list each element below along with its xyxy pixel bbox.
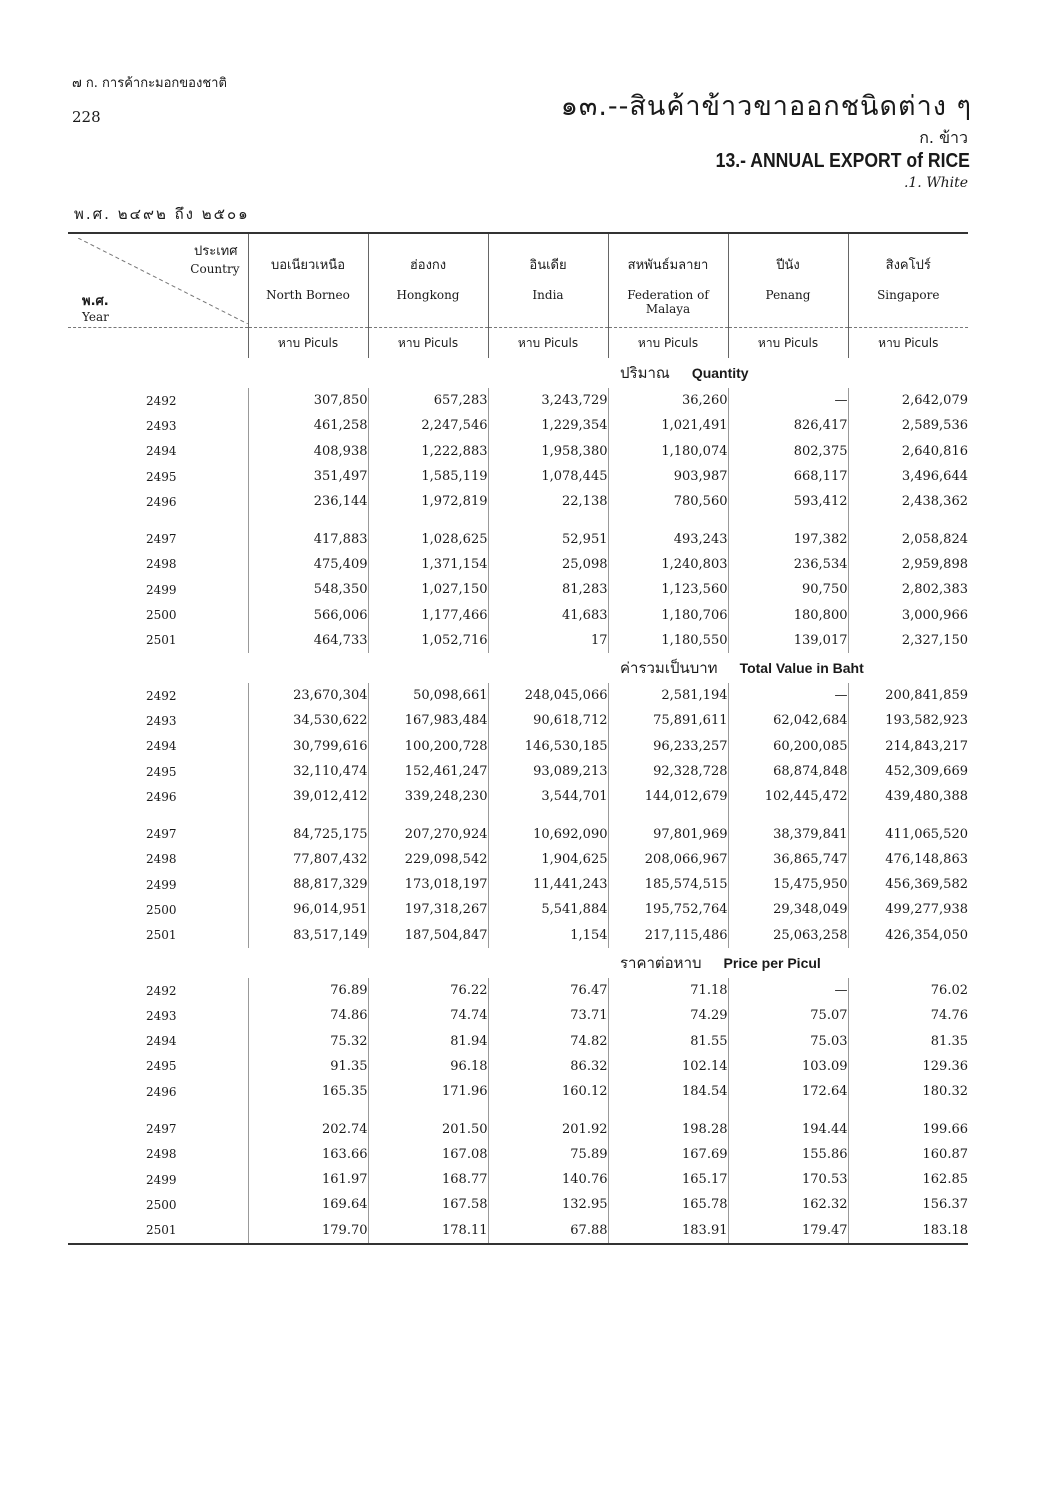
value-cell: 96,233,257: [608, 734, 728, 759]
value-cell: 165.78: [608, 1192, 728, 1217]
value-cell: 84,725,175: [248, 809, 368, 846]
table-header-row: [68, 233, 968, 328]
section-label-en: Price per Picul: [723, 954, 821, 971]
value-cell: 75.89: [488, 1142, 608, 1167]
corner-cell: [68, 233, 248, 328]
section-label-th: ค่ารวมเป็นบาท: [620, 658, 718, 677]
corner-country-th: ประเทศ: [194, 244, 238, 259]
value-cell: 2,640,816: [848, 439, 968, 464]
column-header-th: บอเนียวเหนือ: [270, 258, 345, 273]
value-cell: 36,260: [608, 388, 728, 413]
corner-year-en: Year: [82, 310, 109, 324]
table-row: [68, 439, 968, 464]
unit-label: หาบ Piculs: [248, 328, 368, 359]
table-row: [68, 514, 968, 551]
column-header-th: ปีนัง: [776, 258, 800, 273]
section-heading-row: [68, 358, 968, 388]
year-cell: 2497: [146, 1122, 177, 1137]
table-row: [68, 1192, 968, 1217]
value-cell: 76.47: [488, 978, 608, 1003]
table-row: [68, 923, 968, 948]
value-cell: 102.14: [608, 1054, 728, 1079]
value-cell: 169.64: [248, 1192, 368, 1217]
value-cell: 139,017: [728, 628, 848, 653]
value-cell: 156.37: [848, 1192, 968, 1217]
value-cell: 1,021,491: [608, 413, 728, 438]
table-row: [68, 784, 968, 809]
year-cell: 2494: [146, 444, 177, 459]
unit-label: หาบ Piculs: [728, 328, 848, 359]
table-row: [68, 683, 968, 708]
value-cell: 68,874,848: [728, 759, 848, 784]
column-header: [488, 233, 608, 328]
value-cell: 183.91: [608, 1218, 728, 1244]
value-cell: 201.50: [368, 1104, 488, 1141]
column-header-en: India: [532, 288, 564, 302]
value-cell: 2,589,536: [848, 413, 968, 438]
value-cell: 2,058,824: [848, 514, 968, 551]
section-heading-spacer: [68, 653, 248, 683]
value-cell: 162.85: [848, 1167, 968, 1192]
section-heading: [248, 358, 968, 388]
english-title: 13.- ANNUAL EXPORT of RICE: [715, 150, 970, 172]
column-header: [608, 233, 728, 328]
value-cell: 144,012,679: [608, 784, 728, 809]
value-cell: 668,117: [728, 464, 848, 489]
value-cell: 167.58: [368, 1192, 488, 1217]
value-cell: 179.70: [248, 1218, 368, 1244]
value-cell: 23,670,304: [248, 683, 368, 708]
section-heading: [248, 653, 968, 683]
section-label-en: Total Value in Baht: [739, 659, 864, 676]
column-header-th: อินเดีย: [529, 258, 567, 273]
year-cell: 2499: [146, 582, 177, 597]
value-cell: 171.96: [368, 1079, 488, 1104]
value-cell: 168.77: [368, 1167, 488, 1192]
column-header-th: สิงคโปร์: [885, 258, 931, 273]
value-cell: 593,412: [728, 489, 848, 514]
year-cell: 2496: [146, 789, 177, 804]
value-cell: 73.71: [488, 1003, 608, 1028]
year-cell: 2499: [146, 1172, 177, 1187]
value-cell: 657,283: [368, 388, 488, 413]
section-label-th: ราคาต่อหาบ: [620, 953, 702, 972]
year-cell: 2497: [146, 532, 177, 547]
value-cell: 167.69: [608, 1142, 728, 1167]
value-cell: 2,581,194: [608, 683, 728, 708]
column-header: [368, 233, 488, 328]
year-cell: 2495: [146, 1059, 177, 1074]
value-cell: 86.32: [488, 1054, 608, 1079]
value-cell: 201.92: [488, 1104, 608, 1141]
value-cell: 2,802,383: [848, 577, 968, 602]
year-cell: 2494: [146, 1034, 177, 1049]
table-row: [68, 489, 968, 514]
value-cell: 2,438,362: [848, 489, 968, 514]
value-cell: 165.35: [248, 1079, 368, 1104]
value-cell: 461,258: [248, 413, 368, 438]
value-cell: 456,369,582: [848, 872, 968, 897]
column-header: [248, 233, 368, 328]
column-header-en: Singapore: [877, 288, 940, 302]
value-cell: 76.02: [848, 978, 968, 1003]
section-heading-row: [68, 653, 968, 683]
value-cell: 236,144: [248, 489, 368, 514]
value-cell: —: [728, 978, 848, 1003]
value-cell: 411,065,520: [848, 809, 968, 846]
value-cell: 1,180,550: [608, 628, 728, 653]
bottom-rule-cell: [68, 1244, 968, 1247]
table-row: [68, 602, 968, 627]
value-cell: 29,348,049: [728, 897, 848, 922]
value-cell: 548,350: [248, 577, 368, 602]
value-cell: 140.76: [488, 1167, 608, 1192]
value-cell: 173,018,197: [368, 872, 488, 897]
table-row: [68, 897, 968, 922]
value-cell: 566,006: [248, 602, 368, 627]
value-cell: 1,027,150: [368, 577, 488, 602]
section-heading-spacer: [68, 358, 248, 388]
value-cell: 32,110,474: [248, 759, 368, 784]
value-cell: 183.18: [848, 1218, 968, 1244]
value-cell: 155.86: [728, 1142, 848, 1167]
value-cell: 1,904,625: [488, 847, 608, 872]
table-row: [68, 464, 968, 489]
value-cell: 3,496,644: [848, 464, 968, 489]
value-cell: 96,014,951: [248, 897, 368, 922]
value-cell: 81.55: [608, 1029, 728, 1054]
value-cell: 41,683: [488, 602, 608, 627]
value-cell: 74.74: [368, 1003, 488, 1028]
value-cell: 90,618,712: [488, 708, 608, 733]
section-heading-row: [68, 948, 968, 978]
year-cell: 2495: [146, 469, 177, 484]
year-cell: 2496: [146, 1084, 177, 1099]
value-cell: 1,180,074: [608, 439, 728, 464]
table-bottom-rule: [68, 1244, 968, 1247]
unit-label: หาบ Piculs: [608, 328, 728, 359]
value-cell: —: [728, 388, 848, 413]
value-cell: 62,042,684: [728, 708, 848, 733]
value-cell: 92,328,728: [608, 759, 728, 784]
section-header: ๗ ก. การค้ากะมอกของชาติ: [72, 76, 227, 91]
value-cell: 81.35: [848, 1029, 968, 1054]
value-cell: 52,951: [488, 514, 608, 551]
unit-label: หาบ Piculs: [368, 328, 488, 359]
value-cell: 1,240,803: [608, 552, 728, 577]
value-cell: 1,052,716: [368, 628, 488, 653]
value-cell: 38,379,841: [728, 809, 848, 846]
value-cell: 2,327,150: [848, 628, 968, 653]
value-cell: 17: [488, 628, 608, 653]
column-header-en: Federation of Malaya: [627, 288, 709, 316]
table-row: [68, 847, 968, 872]
value-cell: 307,850: [248, 388, 368, 413]
value-cell: 351,497: [248, 464, 368, 489]
value-cell: 129.36: [848, 1054, 968, 1079]
value-cell: —: [728, 683, 848, 708]
value-cell: 198.28: [608, 1104, 728, 1141]
value-cell: 207,270,924: [368, 809, 488, 846]
value-cell: 193,582,923: [848, 708, 968, 733]
value-cell: 146,530,185: [488, 734, 608, 759]
value-cell: 100,200,728: [368, 734, 488, 759]
table-row: [68, 1104, 968, 1141]
value-cell: 179.47: [728, 1218, 848, 1244]
year-cell: 2496: [146, 494, 177, 509]
value-cell: 236,534: [728, 552, 848, 577]
value-cell: 1,371,154: [368, 552, 488, 577]
value-cell: 11,441,243: [488, 872, 608, 897]
value-cell: 475,409: [248, 552, 368, 577]
value-cell: 197,382: [728, 514, 848, 551]
value-cell: 187,504,847: [368, 923, 488, 948]
value-cell: 30,799,616: [248, 734, 368, 759]
year-cell: 2500: [146, 902, 177, 917]
table-row: [68, 1218, 968, 1244]
value-cell: 229,098,542: [368, 847, 488, 872]
value-cell: 10,692,090: [488, 809, 608, 846]
column-header-en: Hongkong: [396, 288, 460, 302]
value-cell: 180,800: [728, 602, 848, 627]
page-number: 228: [72, 108, 101, 126]
year-cell: 2492: [146, 393, 177, 408]
year-cell: 2493: [146, 713, 177, 728]
value-cell: 75,891,611: [608, 708, 728, 733]
year-cell: 2498: [146, 852, 177, 867]
unit-label: หาบ Piculs: [488, 328, 608, 359]
year-cell: 2493: [146, 1008, 177, 1023]
value-cell: 199.66: [848, 1104, 968, 1141]
value-cell: 74.86: [248, 1003, 368, 1028]
value-cell: 184.54: [608, 1079, 728, 1104]
year-cell: 2492: [146, 688, 177, 703]
table-row: [68, 628, 968, 653]
value-cell: 217,115,486: [608, 923, 728, 948]
value-cell: 75.03: [728, 1029, 848, 1054]
period-label: พ.ศ. ๒๔๙๒ ถึง ๒๕๐๑: [74, 205, 250, 223]
value-cell: 34,530,622: [248, 708, 368, 733]
value-cell: 74.29: [608, 1003, 728, 1028]
table-row: [68, 1054, 968, 1079]
value-cell: 160.12: [488, 1079, 608, 1104]
value-cell: 167.08: [368, 1142, 488, 1167]
value-cell: 476,148,863: [848, 847, 968, 872]
value-cell: 88,817,329: [248, 872, 368, 897]
year-cell: 2501: [146, 928, 177, 943]
table-row: [68, 1003, 968, 1028]
year-cell: 2500: [146, 1197, 177, 1212]
value-cell: 167,983,484: [368, 708, 488, 733]
value-cell: 81,283: [488, 577, 608, 602]
value-cell: 96.18: [368, 1054, 488, 1079]
section-label-en: Quantity: [691, 365, 749, 381]
table-row: [68, 1142, 968, 1167]
value-cell: 202.74: [248, 1104, 368, 1141]
value-cell: 194.44: [728, 1104, 848, 1141]
value-cell: 208,066,967: [608, 847, 728, 872]
table-row: [68, 978, 968, 1003]
value-cell: 102,445,472: [728, 784, 848, 809]
section-heading-spacer: [68, 948, 248, 978]
year-cell: 2501: [146, 1223, 177, 1238]
year-cell: 2494: [146, 739, 177, 754]
value-cell: 152,461,247: [368, 759, 488, 784]
value-cell: 2,247,546: [368, 413, 488, 438]
column-header-en: North Borneo: [266, 288, 350, 302]
value-cell: 172.64: [728, 1079, 848, 1104]
table-row: [68, 1079, 968, 1104]
year-cell: 2499: [146, 877, 177, 892]
value-cell: 162.32: [728, 1192, 848, 1217]
english-subtitle: .1. White: [903, 175, 968, 191]
value-cell: 75.32: [248, 1029, 368, 1054]
table-row: [68, 552, 968, 577]
value-cell: 1,180,706: [608, 602, 728, 627]
value-cell: 417,883: [248, 514, 368, 551]
value-cell: 1,177,466: [368, 602, 488, 627]
value-cell: 160.87: [848, 1142, 968, 1167]
value-cell: 197,318,267: [368, 897, 488, 922]
year-cell: 2493: [146, 418, 177, 433]
value-cell: 76.89: [248, 978, 368, 1003]
table-row: [68, 734, 968, 759]
value-cell: 5,541,884: [488, 897, 608, 922]
rice-export-table: [68, 232, 968, 1247]
column-header: [848, 233, 968, 328]
value-cell: 71.18: [608, 978, 728, 1003]
value-cell: 439,480,388: [848, 784, 968, 809]
value-cell: 15,475,950: [728, 872, 848, 897]
value-cell: 75.07: [728, 1003, 848, 1028]
year-cell: 2501: [146, 633, 177, 648]
year-cell: 2498: [146, 1147, 177, 1162]
value-cell: 91.35: [248, 1054, 368, 1079]
value-cell: 1,222,883: [368, 439, 488, 464]
thai-subtitle: ก. ข้าว: [919, 128, 968, 147]
value-cell: 2,959,898: [848, 552, 968, 577]
value-cell: 200,841,859: [848, 683, 968, 708]
table-row: [68, 708, 968, 733]
value-cell: 180.32: [848, 1079, 968, 1104]
value-cell: 60,200,085: [728, 734, 848, 759]
year-cell: 2500: [146, 608, 177, 623]
year-cell: 2492: [146, 983, 177, 998]
thai-title: ๑๓.--สินค้าข้าวขาออกชนิดต่าง ๆ: [560, 91, 972, 122]
value-cell: 1,958,380: [488, 439, 608, 464]
value-cell: 81.94: [368, 1029, 488, 1054]
table-row: [68, 872, 968, 897]
value-cell: 2,642,079: [848, 388, 968, 413]
year-cell: 2498: [146, 557, 177, 572]
value-cell: 339,248,230: [368, 784, 488, 809]
value-cell: 408,938: [248, 439, 368, 464]
value-cell: 185,574,515: [608, 872, 728, 897]
value-cell: 165.17: [608, 1167, 728, 1192]
value-cell: 39,012,412: [248, 784, 368, 809]
value-cell: 3,544,701: [488, 784, 608, 809]
value-cell: 93,089,213: [488, 759, 608, 784]
value-cell: 826,417: [728, 413, 848, 438]
table-row: [68, 1167, 968, 1192]
value-cell: 36,865,747: [728, 847, 848, 872]
value-cell: 90,750: [728, 577, 848, 602]
column-header: [728, 233, 848, 328]
value-cell: 464,733: [248, 628, 368, 653]
value-cell: 50,098,661: [368, 683, 488, 708]
value-cell: 3,000,966: [848, 602, 968, 627]
column-header-th: ฮ่องกง: [409, 258, 447, 273]
value-cell: 97,801,969: [608, 809, 728, 846]
value-cell: 499,277,938: [848, 897, 968, 922]
table-row: [68, 577, 968, 602]
value-cell: 452,309,669: [848, 759, 968, 784]
column-header-en: Penang: [765, 288, 811, 302]
value-cell: 195,752,764: [608, 897, 728, 922]
value-cell: 1,154: [488, 923, 608, 948]
value-cell: 161.97: [248, 1167, 368, 1192]
value-cell: 493,243: [608, 514, 728, 551]
table-row: [68, 809, 968, 846]
value-cell: 426,354,050: [848, 923, 968, 948]
value-cell: 103.09: [728, 1054, 848, 1079]
value-cell: 1,229,354: [488, 413, 608, 438]
column-header-th: สหพันธ์มลายา: [627, 258, 709, 273]
section-label-th: ปริมาณ: [620, 364, 670, 382]
value-cell: 74.76: [848, 1003, 968, 1028]
value-cell: 76.22: [368, 978, 488, 1003]
value-cell: 22,138: [488, 489, 608, 514]
value-cell: 25,098: [488, 552, 608, 577]
table-row: [68, 413, 968, 438]
year-cell: 2495: [146, 764, 177, 779]
value-cell: 178.11: [368, 1218, 488, 1244]
unit-corner: [68, 328, 248, 359]
value-cell: 1,123,560: [608, 577, 728, 602]
value-cell: 903,987: [608, 464, 728, 489]
corner-country-en: Country: [190, 262, 240, 276]
table-row: [68, 759, 968, 784]
value-cell: 170.53: [728, 1167, 848, 1192]
section-heading: [248, 948, 968, 978]
value-cell: 780,560: [608, 489, 728, 514]
table-row: [68, 388, 968, 413]
value-cell: 83,517,149: [248, 923, 368, 948]
unit-row: [68, 328, 968, 359]
value-cell: 25,063,258: [728, 923, 848, 948]
corner-year-th: พ.ศ.: [82, 294, 109, 309]
value-cell: 1,972,819: [368, 489, 488, 514]
value-cell: 214,843,217: [848, 734, 968, 759]
value-cell: 1,028,625: [368, 514, 488, 551]
value-cell: 802,375: [728, 439, 848, 464]
value-cell: 248,045,066: [488, 683, 608, 708]
value-cell: 132.95: [488, 1192, 608, 1217]
value-cell: 1,585,119: [368, 464, 488, 489]
value-cell: 1,078,445: [488, 464, 608, 489]
value-cell: 74.82: [488, 1029, 608, 1054]
value-cell: 163.66: [248, 1142, 368, 1167]
value-cell: 67.88: [488, 1218, 608, 1244]
unit-label: หาบ Piculs: [848, 328, 968, 359]
table-row: [68, 1029, 968, 1054]
year-cell: 2497: [146, 827, 177, 842]
value-cell: 77,807,432: [248, 847, 368, 872]
value-cell: 3,243,729: [488, 388, 608, 413]
